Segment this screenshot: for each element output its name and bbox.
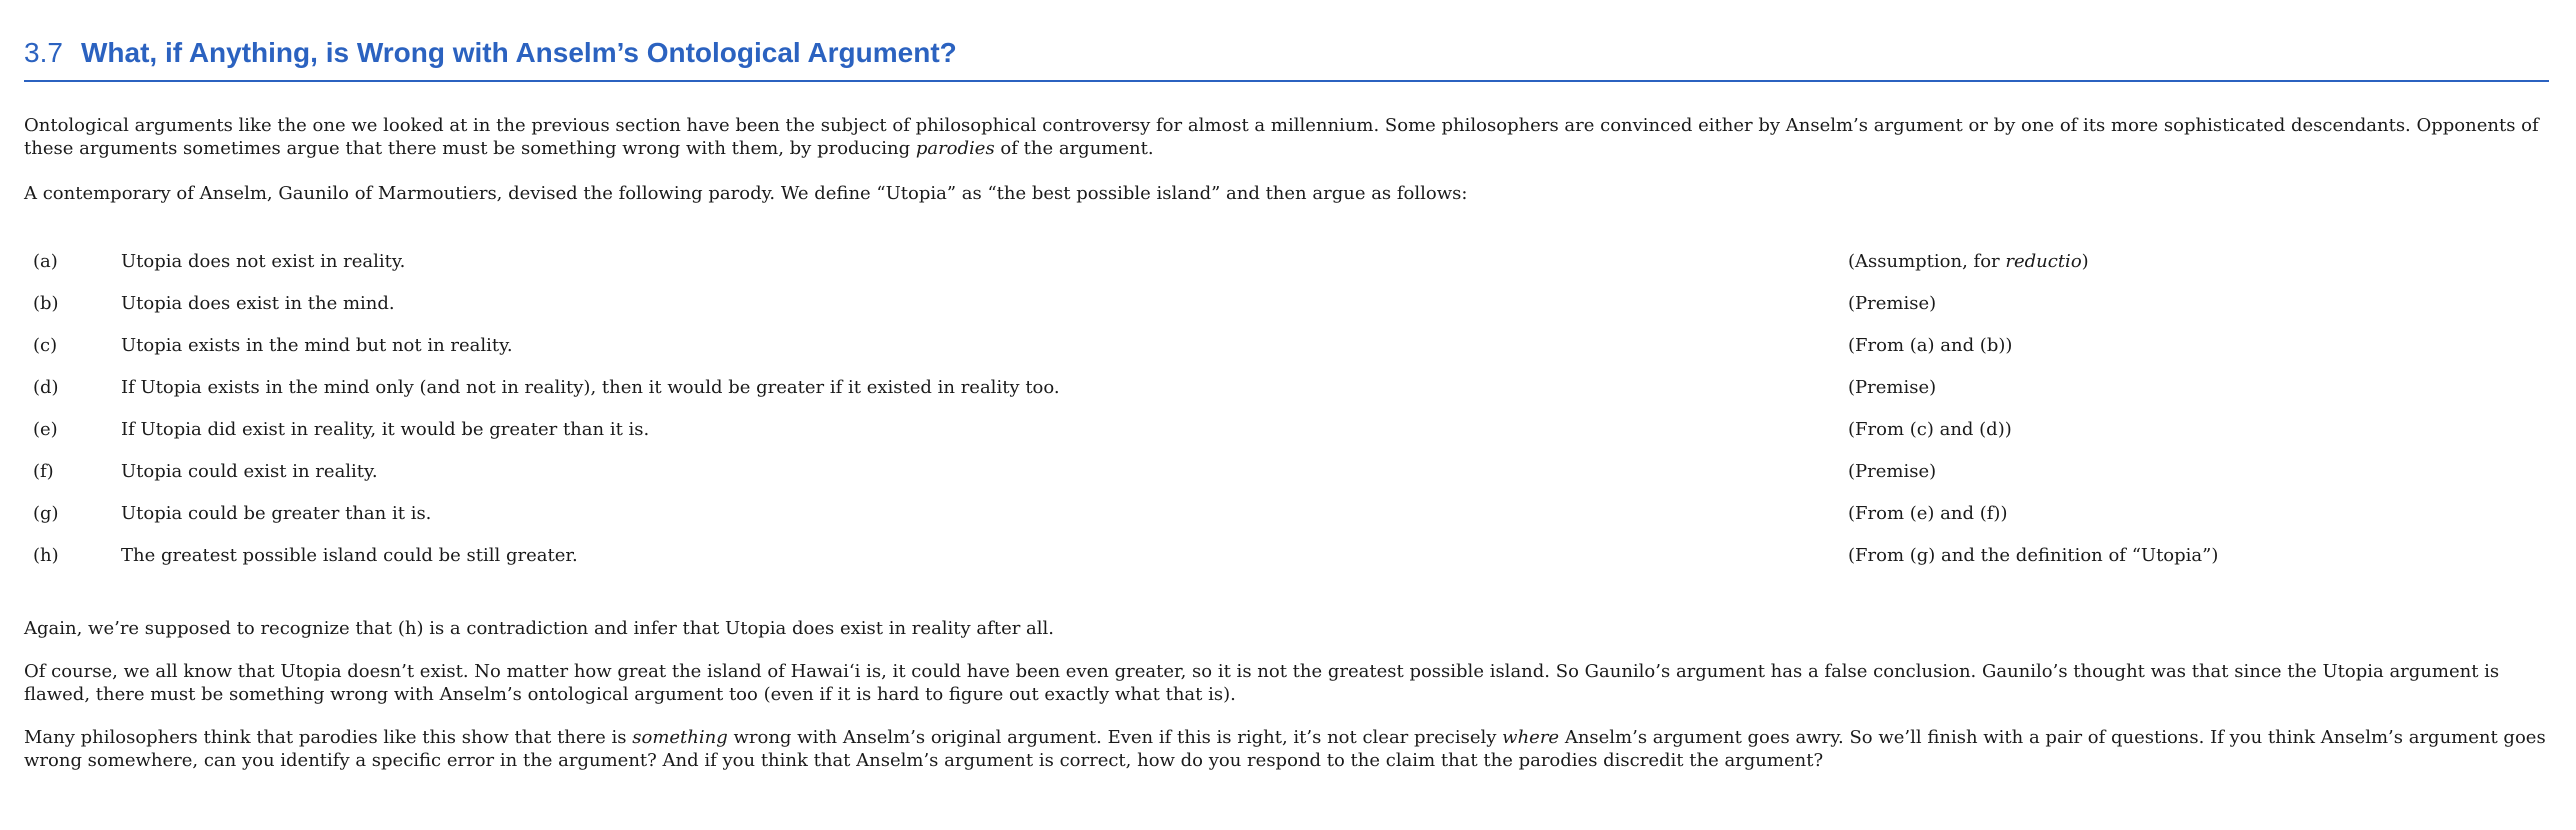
intro-paragraph-1-text-a: Ontological arguments like the one we looked at in the previous section have been the subject of philosophical controversy for almost a millennium. Some philosophers are convinced either by Anselm’s argument or by one of its more sophisticated descendants. Opponents of these arguments sometimes argue that there must be something wrong with them, by producing bbox=[24, 115, 2539, 159]
step-label: (c) bbox=[33, 335, 58, 356]
something-emphasis: something bbox=[632, 727, 728, 748]
step-justification: (Premise) bbox=[1848, 377, 1937, 398]
step-label: (h) bbox=[33, 545, 59, 566]
step-text: The greatest possible island could be still greater. bbox=[121, 545, 578, 566]
step-text: Utopia could exist in reality. bbox=[121, 461, 378, 482]
justification-text-b: ) bbox=[2081, 251, 2089, 272]
step-justification: (From (g) and the definition of “Utopia”) bbox=[1848, 545, 2219, 566]
step-justification: (From (a) and (b)) bbox=[1848, 335, 2013, 356]
closing-paragraph-1: Again, we’re supposed to recognize that (h) is a contradiction and infer that Utopia does exist in reality after all. bbox=[24, 618, 1055, 639]
closing-paragraph-3-text-a: Many philosophers think that parodies like this show that there is bbox=[24, 727, 633, 748]
parodies-emphasis: parodies bbox=[915, 138, 995, 159]
step-label: (d) bbox=[33, 377, 59, 398]
step-justification: (From (c) and (d)) bbox=[1848, 419, 2012, 440]
step-justification: (Premise) bbox=[1848, 461, 1937, 482]
step-label: (b) bbox=[33, 293, 59, 314]
step-text: If Utopia did exist in reality, it would be greater than it is. bbox=[121, 419, 650, 440]
justification-text-a: (Assumption, for bbox=[1848, 251, 2006, 272]
step-text: Utopia exists in the mind but not in reality. bbox=[121, 335, 513, 356]
section-header bbox=[24, 36, 2549, 82]
section-title: What, if Anything, is Wrong with Anselm’s Ontological Argument? bbox=[81, 37, 957, 68]
intro-paragraph-2: A contemporary of Anselm, Gaunilo of Marmoutiers, devised the following parody. We define “Utopia” as “the best possible island” and then argue as follows: bbox=[24, 183, 1468, 204]
intro-paragraph-1-text-b: of the argument. bbox=[994, 138, 1154, 159]
step-label: (f) bbox=[33, 461, 54, 482]
step-justification: (Premise) bbox=[1848, 293, 1937, 314]
argument-step-d bbox=[24, 376, 2549, 418]
argument-step-f bbox=[24, 460, 2549, 502]
step-label: (e) bbox=[33, 419, 58, 440]
closing-paragraph-2: Of course, we all know that Utopia doesn’t exist. No matter how great the island of Hawai‘i is, it could have been even greater, so it is not the greatest possible island. So Gaunilo’s argument has a false conclusion. Gaunilo’s thought was that since the Utopia argument is flawed, there must be something wrong with Anselm’s ontological argument too (even if it is hard to figure out exactly what that is). bbox=[24, 661, 2500, 705]
step-text: Utopia could be greater than it is. bbox=[121, 503, 432, 524]
step-justification: (From (e) and (f)) bbox=[1848, 503, 2008, 524]
justification-emphasis: reductio bbox=[2005, 251, 2082, 272]
argument-list bbox=[24, 250, 2549, 586]
argument-step-h bbox=[24, 544, 2549, 586]
step-label: (g) bbox=[33, 503, 59, 524]
intro-paragraph-1 bbox=[24, 114, 2549, 160]
argument-step-b bbox=[24, 292, 2549, 334]
argument-step-g bbox=[24, 502, 2549, 544]
closing-paragraph-3 bbox=[24, 726, 2549, 772]
section-number: 3.7 bbox=[24, 37, 63, 68]
step-text: Utopia does exist in the mind. bbox=[121, 293, 395, 314]
argument-step-a bbox=[24, 250, 2549, 292]
step-label: (a) bbox=[33, 251, 58, 272]
where-emphasis: where bbox=[1502, 727, 1560, 748]
closing-paragraph-3-text-b: wrong with Anselm’s original argument. Even if this is right, it’s not clear precisely bbox=[727, 727, 1503, 748]
step-text: If Utopia exists in the mind only (and not in reality), then it would be greater if it existed in reality too. bbox=[121, 377, 1060, 398]
closing-paragraph-3-text-c: Anselm’s argument goes awry. So we’ll finish with a pair of questions. If you think Anselm’s argument goes wrong somewhere, can you identify a specific error in the argument? And if you think that Anselm’s argument is correct, how do you respond to the claim that the parodies discredit the argument? bbox=[24, 727, 2546, 771]
argument-step-e bbox=[24, 418, 2549, 460]
step-text: Utopia does not exist in reality. bbox=[121, 251, 406, 272]
argument-step-c bbox=[24, 334, 2549, 376]
step-justification bbox=[1848, 250, 2089, 273]
